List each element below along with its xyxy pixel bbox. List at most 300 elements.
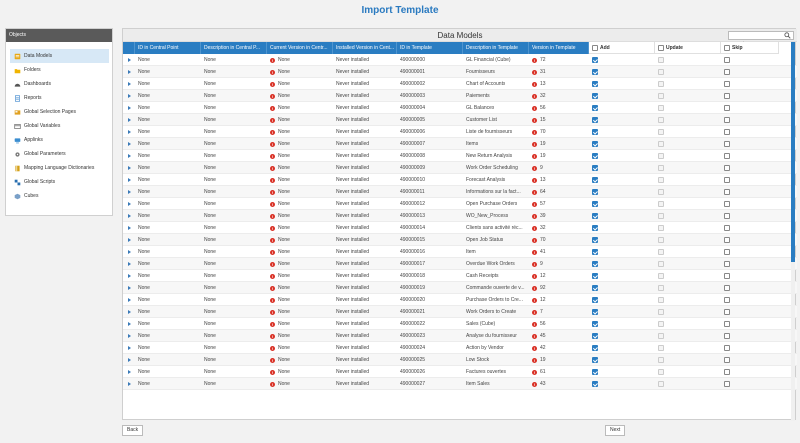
skip-cell[interactable]	[721, 186, 779, 198]
skip-checkbox[interactable]	[724, 117, 730, 123]
skip-cell[interactable]	[721, 354, 779, 366]
version-template-cell	[529, 198, 589, 210]
expand-row-icon[interactable]	[128, 58, 131, 62]
warning-icon: !	[271, 345, 274, 351]
skip-cell[interactable]	[721, 90, 779, 102]
table-row[interactable]	[123, 294, 797, 306]
add-checkbox[interactable]	[592, 225, 598, 231]
table-row[interactable]	[123, 222, 797, 234]
skip-checkbox[interactable]	[724, 297, 730, 303]
table-row[interactable]	[123, 138, 797, 150]
desc-template-cell	[463, 222, 529, 234]
id-template-cell	[397, 198, 463, 210]
skip-checkbox[interactable]	[724, 345, 730, 351]
table-row[interactable]	[123, 66, 797, 78]
skip-cell[interactable]	[721, 54, 779, 66]
expand-cell[interactable]	[123, 138, 135, 150]
expand-row-icon[interactable]	[128, 94, 131, 98]
add-cell[interactable]	[589, 246, 655, 258]
expand-row-icon[interactable]	[128, 310, 131, 314]
cell-text: None	[138, 309, 150, 315]
expand-cell[interactable]	[123, 234, 135, 246]
add-checkbox[interactable]	[592, 381, 598, 387]
column-header-id-central[interactable]: ID in Central Point	[135, 42, 201, 54]
table-row[interactable]	[123, 234, 797, 246]
add-cell[interactable]	[589, 150, 655, 162]
column-header-desc-template[interactable]: Description in Template	[463, 42, 529, 54]
expand-cell[interactable]	[123, 66, 135, 78]
add-cell[interactable]	[589, 114, 655, 126]
cell-text: 490000018	[400, 273, 426, 279]
skip-cell[interactable]	[721, 234, 779, 246]
search-icon[interactable]	[784, 32, 791, 39]
id-template-cell	[397, 138, 463, 150]
expand-cell[interactable]	[123, 366, 135, 378]
skip-checkbox[interactable]	[724, 285, 730, 291]
column-header-current-version[interactable]: Current Version in Centr...	[267, 42, 333, 54]
skip-checkbox[interactable]	[724, 213, 730, 219]
table-row[interactable]	[123, 186, 797, 198]
id-central-cell	[135, 234, 201, 246]
add-checkbox[interactable]	[592, 333, 598, 339]
skip-checkbox[interactable]	[724, 309, 730, 315]
update-all-checkbox[interactable]	[658, 45, 664, 51]
add-checkbox[interactable]	[592, 153, 598, 159]
add-checkbox[interactable]	[592, 117, 598, 123]
cell-text: None	[278, 381, 290, 387]
cell-text: None	[278, 105, 290, 111]
add-cell[interactable]	[589, 258, 655, 270]
desc-central-cell	[201, 90, 267, 102]
skip-cell[interactable]	[721, 138, 779, 150]
add-cell[interactable]	[589, 330, 655, 342]
add-cell[interactable]	[589, 174, 655, 186]
expand-row-icon[interactable]	[128, 286, 131, 290]
table-row[interactable]	[123, 258, 797, 270]
add-cell[interactable]	[589, 198, 655, 210]
object-item-label: Reports	[24, 95, 42, 101]
add-checkbox[interactable]	[592, 273, 598, 279]
update-cell	[655, 270, 721, 282]
update-cell	[655, 114, 721, 126]
expand-cell[interactable]	[123, 282, 135, 294]
expand-row-icon[interactable]	[128, 322, 131, 326]
update-checkbox	[658, 357, 664, 363]
column-header-desc-central[interactable]: Description in Central P...	[201, 42, 267, 54]
desc-central-cell	[201, 162, 267, 174]
skip-checkbox[interactable]	[724, 177, 730, 183]
table-row[interactable]	[123, 126, 797, 138]
expand-cell[interactable]	[123, 342, 135, 354]
skip-checkbox[interactable]	[724, 321, 730, 327]
expand-cell[interactable]	[123, 54, 135, 66]
skip-cell[interactable]	[721, 282, 779, 294]
add-checkbox[interactable]	[592, 129, 598, 135]
table-row[interactable]	[123, 246, 797, 258]
cell-text: Never installed	[336, 237, 370, 243]
table-row[interactable]	[123, 378, 797, 390]
table-row[interactable]	[123, 366, 797, 378]
table-row[interactable]	[123, 306, 797, 318]
scrollbar-thumb[interactable]	[791, 42, 795, 262]
skip-checkbox[interactable]	[724, 189, 730, 195]
add-checkbox[interactable]	[592, 93, 598, 99]
add-cell[interactable]	[589, 186, 655, 198]
cell-text: None	[278, 357, 290, 363]
skip-cell[interactable]	[721, 78, 779, 90]
table-row[interactable]	[123, 282, 797, 294]
update-cell	[655, 282, 721, 294]
skip-cell[interactable]	[721, 294, 779, 306]
expand-row-icon[interactable]	[128, 298, 131, 302]
cell-text: None	[204, 117, 216, 123]
add-checkbox[interactable]	[592, 357, 598, 363]
expand-row-icon[interactable]	[128, 70, 131, 74]
expand-row-icon[interactable]	[128, 382, 131, 386]
object-item-dashboards[interactable]	[10, 77, 109, 91]
expand-row-icon[interactable]	[128, 202, 131, 206]
table-row[interactable]	[123, 90, 797, 102]
expand-row-icon[interactable]	[128, 370, 131, 374]
skip-checkbox[interactable]	[724, 165, 730, 171]
add-cell[interactable]	[589, 378, 655, 390]
table-row[interactable]	[123, 270, 797, 282]
cell-text: None	[278, 249, 290, 255]
skip-cell[interactable]	[721, 270, 779, 282]
table-row[interactable]	[123, 78, 797, 90]
expand-row-icon[interactable]	[128, 178, 131, 182]
cell-text: None	[278, 285, 290, 291]
desc-central-cell	[201, 282, 267, 294]
installed-version-cell	[333, 78, 397, 90]
expand-row-icon[interactable]	[128, 106, 131, 110]
skip-cell[interactable]	[721, 222, 779, 234]
skip-checkbox[interactable]	[724, 105, 730, 111]
table-row[interactable]	[123, 330, 797, 342]
vertical-scrollbar[interactable]	[791, 42, 795, 421]
expand-row-icon[interactable]	[128, 190, 131, 194]
expand-cell[interactable]	[123, 306, 135, 318]
skip-checkbox[interactable]	[724, 261, 730, 267]
add-checkbox[interactable]	[592, 165, 598, 171]
expand-row-icon[interactable]	[128, 226, 131, 230]
table-row[interactable]	[123, 318, 797, 330]
add-checkbox[interactable]	[592, 213, 598, 219]
desc-central-cell	[201, 294, 267, 306]
id-central-cell	[135, 138, 201, 150]
object-item-reports[interactable]	[10, 91, 109, 105]
expand-cell[interactable]	[123, 126, 135, 138]
table-row[interactable]	[123, 198, 797, 210]
update-checkbox	[658, 129, 664, 135]
expand-row-icon[interactable]	[128, 346, 131, 350]
version-template-cell	[529, 318, 589, 330]
cell-text: None	[204, 249, 216, 255]
table-row[interactable]	[123, 54, 797, 66]
column-header-skip[interactable]	[721, 42, 779, 54]
back-button[interactable]: Back	[122, 425, 143, 436]
skip-cell[interactable]	[721, 246, 779, 258]
add-checkbox[interactable]	[592, 57, 598, 63]
add-checkbox[interactable]	[592, 201, 598, 207]
object-item-data-models[interactable]	[10, 49, 109, 63]
cell-text: None	[204, 141, 216, 147]
skip-checkbox[interactable]	[724, 369, 730, 375]
expand-cell[interactable]	[123, 270, 135, 282]
version-template-cell	[529, 282, 589, 294]
installed-version-cell	[333, 186, 397, 198]
expand-row-icon[interactable]	[128, 118, 131, 122]
add-all-checkbox[interactable]	[592, 45, 598, 51]
expand-cell[interactable]	[123, 210, 135, 222]
object-item-global-variables[interactable]	[10, 119, 109, 133]
expand-row-icon[interactable]	[128, 130, 131, 134]
skip-checkbox[interactable]	[724, 81, 730, 87]
warning-icon: !	[533, 213, 536, 219]
add-cell[interactable]	[589, 354, 655, 366]
add-cell[interactable]	[589, 294, 655, 306]
cell-text: None	[278, 153, 290, 159]
skip-cell[interactable]	[721, 150, 779, 162]
object-item-global-scripts[interactable]	[10, 175, 109, 189]
add-cell[interactable]	[589, 234, 655, 246]
update-cell	[655, 246, 721, 258]
add-checkbox[interactable]	[592, 345, 598, 351]
table-row[interactable]	[123, 150, 797, 162]
add-checkbox[interactable]	[592, 261, 598, 267]
expand-row-icon[interactable]	[128, 154, 131, 158]
expand-cell[interactable]	[123, 330, 135, 342]
warning-icon: !	[533, 69, 536, 75]
installed-version-cell	[333, 174, 397, 186]
skip-all-checkbox[interactable]	[724, 45, 730, 51]
cell-text: None	[204, 153, 216, 159]
expand-row-icon[interactable]	[128, 334, 131, 338]
desc-template-cell	[463, 126, 529, 138]
object-item-global-selection-pages[interactable]	[10, 105, 109, 119]
add-cell[interactable]	[589, 270, 655, 282]
desc-template-cell	[463, 234, 529, 246]
expand-row-icon[interactable]	[128, 82, 131, 86]
object-item-applinks[interactable]	[10, 133, 109, 147]
add-cell[interactable]	[589, 102, 655, 114]
update-cell	[655, 174, 721, 186]
expand-row-icon[interactable]	[128, 262, 131, 266]
skip-checkbox[interactable]	[724, 153, 730, 159]
add-checkbox[interactable]	[592, 177, 598, 183]
table-row[interactable]	[123, 162, 797, 174]
add-cell[interactable]	[589, 210, 655, 222]
cell-text: None	[138, 249, 150, 255]
add-cell[interactable]	[589, 318, 655, 330]
skip-cell[interactable]	[721, 342, 779, 354]
desc-central-cell	[201, 378, 267, 390]
add-cell[interactable]	[589, 342, 655, 354]
skip-checkbox[interactable]	[724, 357, 730, 363]
cell-text: None	[278, 345, 290, 351]
add-checkbox[interactable]	[592, 69, 598, 75]
skip-cell[interactable]	[721, 318, 779, 330]
cell-text: Never installed	[336, 333, 370, 339]
expand-cell[interactable]	[123, 354, 135, 366]
skip-checkbox[interactable]	[724, 333, 730, 339]
installed-version-cell	[333, 366, 397, 378]
cell-text: Never installed	[336, 81, 370, 87]
expand-cell[interactable]	[123, 318, 135, 330]
expand-cell[interactable]	[123, 186, 135, 198]
skip-checkbox[interactable]	[724, 381, 730, 387]
id-template-cell	[397, 342, 463, 354]
expand-row-icon[interactable]	[128, 250, 131, 254]
add-checkbox[interactable]	[592, 237, 598, 243]
warning-icon: !	[533, 57, 536, 63]
expand-cell[interactable]	[123, 246, 135, 258]
skip-checkbox[interactable]	[724, 57, 730, 63]
version-template-cell	[529, 90, 589, 102]
column-header-add[interactable]	[589, 42, 655, 54]
skip-cell[interactable]	[721, 258, 779, 270]
expand-cell[interactable]	[123, 378, 135, 390]
column-header-id-template[interactable]: ID in Template	[397, 42, 463, 54]
warning-icon: !	[271, 57, 274, 63]
update-checkbox	[658, 153, 664, 159]
add-cell[interactable]	[589, 126, 655, 138]
next-button[interactable]: Next	[605, 425, 625, 436]
cell-text: Low Stock	[466, 357, 490, 363]
id-template-cell	[397, 66, 463, 78]
add-cell[interactable]	[589, 282, 655, 294]
grid-caption: Data Models	[437, 31, 483, 40]
add-cell[interactable]	[589, 222, 655, 234]
skip-cell[interactable]	[721, 114, 779, 126]
object-item-label: Global Variables	[24, 123, 61, 129]
object-item-cubes[interactable]	[10, 189, 109, 203]
skip-cell[interactable]	[721, 210, 779, 222]
add-checkbox[interactable]	[592, 285, 598, 291]
add-checkbox[interactable]	[592, 105, 598, 111]
expand-row-icon[interactable]	[128, 238, 131, 242]
update-checkbox	[658, 285, 664, 291]
skip-cell[interactable]	[721, 102, 779, 114]
object-item-global-parameters[interactable]	[10, 147, 109, 161]
objects-header: Objects	[6, 29, 112, 42]
skip-checkbox[interactable]	[724, 69, 730, 75]
column-header-installed-version[interactable]: Installed Version in Cent...	[333, 42, 397, 54]
update-checkbox	[658, 369, 664, 375]
table-row[interactable]	[123, 174, 797, 186]
skip-checkbox[interactable]	[724, 201, 730, 207]
skip-cell[interactable]	[721, 66, 779, 78]
column-header-update[interactable]	[655, 42, 721, 54]
dashboard-icon	[13, 80, 21, 88]
expand-cell[interactable]	[123, 114, 135, 126]
add-checkbox[interactable]	[592, 309, 598, 315]
column-header-version-template[interactable]: Version in Template	[529, 42, 589, 54]
expand-cell[interactable]	[123, 78, 135, 90]
skip-cell[interactable]	[721, 378, 779, 390]
add-checkbox[interactable]	[592, 297, 598, 303]
table-row[interactable]	[123, 210, 797, 222]
add-cell[interactable]	[589, 138, 655, 150]
expand-cell[interactable]	[123, 90, 135, 102]
skip-checkbox[interactable]	[724, 141, 730, 147]
expand-cell[interactable]	[123, 222, 135, 234]
cell-text: None	[204, 201, 216, 207]
cell-text: Never installed	[336, 309, 370, 315]
id-central-cell	[135, 78, 201, 90]
add-checkbox[interactable]	[592, 321, 598, 327]
skip-checkbox[interactable]	[724, 129, 730, 135]
skip-cell[interactable]	[721, 306, 779, 318]
cell-text: None	[204, 333, 216, 339]
expand-row-icon[interactable]	[128, 214, 131, 218]
skip-cell[interactable]	[721, 330, 779, 342]
table-row[interactable]	[123, 102, 797, 114]
add-checkbox[interactable]	[592, 249, 598, 255]
expand-cell[interactable]	[123, 294, 135, 306]
expand-row-icon[interactable]	[128, 166, 131, 170]
skip-cell[interactable]	[721, 162, 779, 174]
update-checkbox	[658, 105, 664, 111]
expand-cell[interactable]	[123, 150, 135, 162]
cell-text: Sales (Cube)	[466, 321, 496, 327]
add-cell[interactable]	[589, 90, 655, 102]
add-cell[interactable]	[589, 366, 655, 378]
skip-checkbox[interactable]	[724, 93, 730, 99]
expand-cell[interactable]	[123, 198, 135, 210]
skip-checkbox[interactable]	[724, 237, 730, 243]
desc-central-cell	[201, 150, 267, 162]
id-central-cell	[135, 198, 201, 210]
add-checkbox[interactable]	[592, 81, 598, 87]
add-checkbox[interactable]	[592, 369, 598, 375]
expand-row-icon[interactable]	[128, 274, 131, 278]
update-cell	[655, 258, 721, 270]
skip-checkbox[interactable]	[724, 273, 730, 279]
cell-text: 490000016	[400, 249, 426, 255]
expand-cell[interactable]	[123, 102, 135, 114]
skip-cell[interactable]	[721, 174, 779, 186]
expand-cell[interactable]	[123, 162, 135, 174]
skip-cell[interactable]	[721, 198, 779, 210]
add-cell[interactable]	[589, 54, 655, 66]
expand-cell[interactable]	[123, 174, 135, 186]
add-checkbox[interactable]	[592, 141, 598, 147]
current-version-cell	[267, 150, 333, 162]
table-row[interactable]	[123, 342, 797, 354]
add-cell[interactable]	[589, 306, 655, 318]
cell-text: None	[278, 141, 290, 147]
skip-checkbox[interactable]	[724, 225, 730, 231]
object-item-folders[interactable]	[10, 63, 109, 77]
skip-cell[interactable]	[721, 366, 779, 378]
add-checkbox[interactable]	[592, 189, 598, 195]
skip-cell[interactable]	[721, 126, 779, 138]
table-row[interactable]	[123, 114, 797, 126]
cell-text: 490000006	[400, 129, 426, 135]
expand-row-icon[interactable]	[128, 358, 131, 362]
table-row[interactable]	[123, 354, 797, 366]
add-cell[interactable]	[589, 66, 655, 78]
expand-cell[interactable]	[123, 258, 135, 270]
add-cell[interactable]	[589, 162, 655, 174]
object-item-mapping-language-dictionaries[interactable]	[10, 161, 109, 175]
expand-row-icon[interactable]	[128, 142, 131, 146]
cell-text: Purchase Orders to Cre...	[466, 297, 523, 303]
search-box[interactable]	[728, 31, 794, 40]
skip-checkbox[interactable]	[724, 249, 730, 255]
add-cell[interactable]	[589, 78, 655, 90]
